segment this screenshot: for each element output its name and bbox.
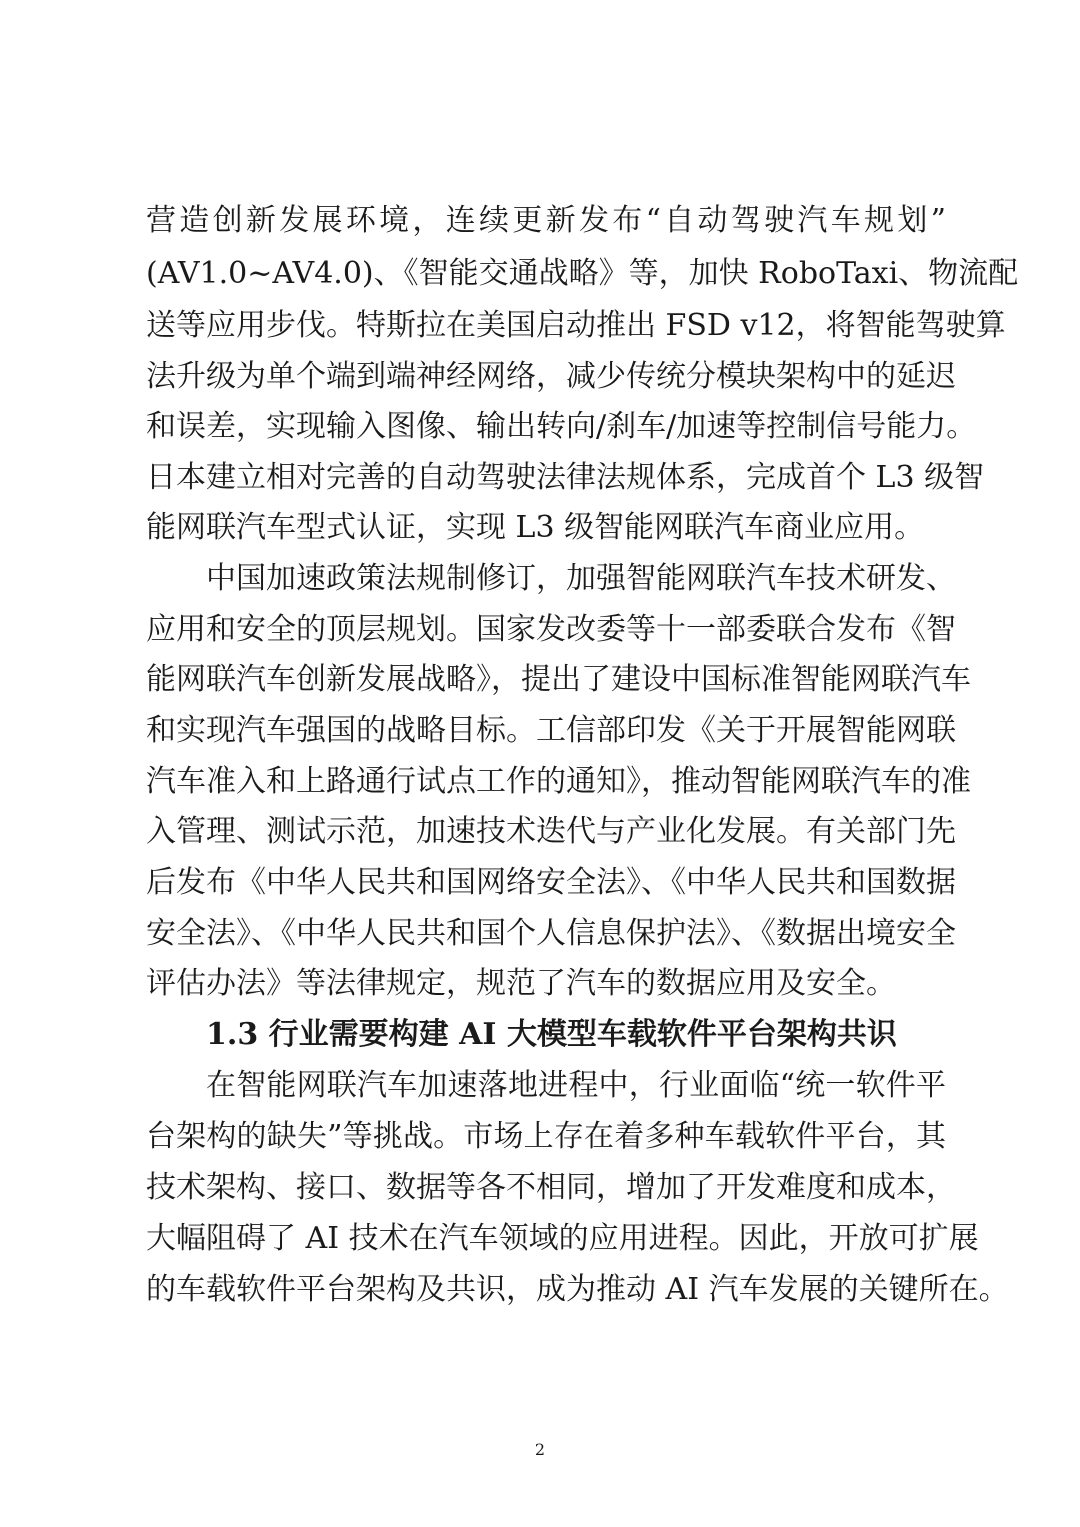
page-number: 2 (534, 1440, 546, 1459)
paragraph-line: 大幅阻碍了 AI 技术在汽车领域的应用进程。因此，开放可扩展 (146, 1221, 979, 1256)
paragraph-line: 应用和安全的顶层规划。国家发改委等十一部委联合发布《智 (146, 612, 956, 647)
paragraph-line: 台架构的缺失”等挑战。市场上存在着多种车载软件平台，其 (146, 1119, 946, 1154)
paragraph-line: 法升级为单个端到端神经网络，减少传统分模块架构中的延迟 (146, 359, 956, 394)
paragraph-line: 能网联汽车型式认证，实现 L3 级智能网联汽车商业应用。 (146, 510, 925, 545)
paragraph-line: 评估办法》等法律规定，规范了汽车的数据应用及安全。 (146, 966, 896, 1001)
paragraph-line: 入管理、测试示范，加速技术迭代与产业化发展。有关部门先 (146, 814, 956, 849)
paragraph-line: 营造创新发展环境，连续更新发布“自动驾驶汽车规划” (146, 203, 946, 238)
paragraph-line: 送等应用步伐。特斯拉在美国启动推出 FSD v12，将智能驾驶算 (146, 308, 1006, 343)
paragraph-line: 在智能网联汽车加速落地进程中，行业面临“统一软件平 (206, 1068, 946, 1103)
paragraph-line: 和实现汽车强国的战略目标。工信部印发《关于开展智能网联 (146, 713, 956, 748)
paragraph-line: 日本建立相对完善的自动驾驶法律法规体系，完成首个 L3 级智 (146, 460, 985, 495)
paragraph-line: 中国加速政策法规制修订，加强智能网联汽车技术研发、 (206, 561, 956, 596)
paragraph-line: 汽车准入和上路通行试点工作的通知》，推动智能网联汽车的准 (146, 764, 971, 799)
paragraph-line: 技术架构、接口、数据等各不相同，增加了开发难度和成本， (146, 1170, 956, 1205)
paragraph-line: 能网联汽车创新发展战略》，提出了建设中国标准智能网联汽车 (146, 662, 971, 697)
paragraph-line: 安全法》、《中华人民共和国个人信息保护法》、《数据出境安全 (146, 916, 956, 951)
paragraph-line: 和误差，实现输入图像、输出转向/刹车/加速等控制信号能力。 (146, 409, 977, 444)
paragraph-line: 的车载软件平台架构及共识，成为推动 AI 汽车发展的关键所在。 (146, 1272, 1009, 1307)
paragraph-line: 后发布《中华人民共和国网络安全法》、《中华人民共和国数据 (146, 865, 956, 900)
paragraph-line: (AV1.0~AV4.0)、《智能交通战略》等，加快 RoboTaxi、物流配 (146, 256, 1019, 291)
section-heading: 1.3 行业需要构建 AI 大模型车载软件平台架构共识 (206, 1017, 897, 1052)
